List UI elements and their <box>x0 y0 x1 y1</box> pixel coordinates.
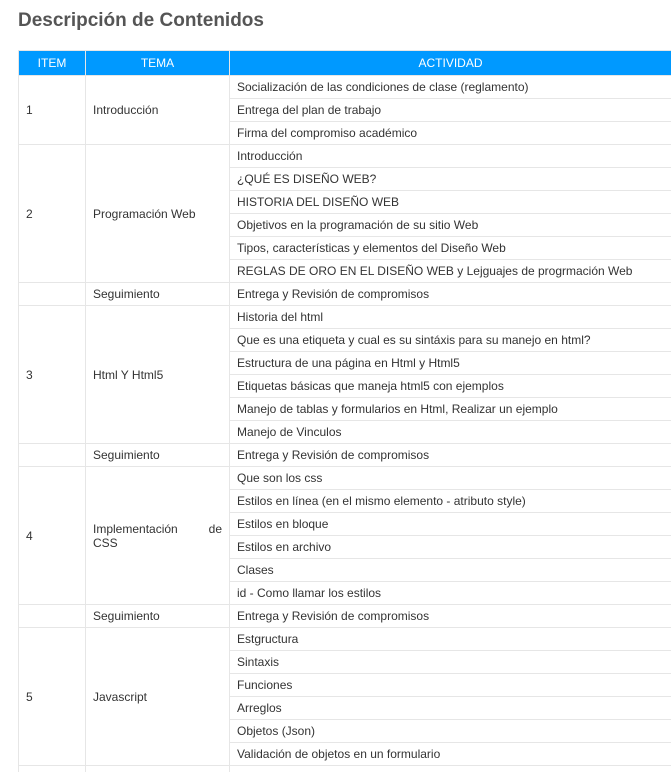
empty-cell <box>86 766 230 773</box>
item-cell <box>19 605 86 628</box>
actividad-cell: Sintaxis <box>230 651 671 674</box>
tema-cell: Introducción <box>86 76 230 145</box>
tema-cell: Html Y Html5 <box>86 306 230 444</box>
actividad-cell: Funciones <box>230 674 671 697</box>
empty-cell <box>230 766 671 773</box>
content-table <box>18 50 671 772</box>
table-row <box>19 76 671 99</box>
page-title: Descripción de Contenidos <box>18 10 264 31</box>
actividad-cell: Arreglos <box>230 697 671 720</box>
actividad-cell: Estgructura <box>230 628 671 651</box>
actividad-cell: Estilos en archivo <box>230 536 671 559</box>
item-cell: 4 <box>19 467 86 605</box>
table-body <box>19 76 671 773</box>
tema-cell: Programación Web <box>86 145 230 283</box>
item-cell: 3 <box>19 306 86 444</box>
item-cell: 1 <box>19 76 86 145</box>
table-row <box>19 145 671 168</box>
actividad-cell: Que es una etiqueta y cual es su sintáxis para su manejo en html? <box>230 329 671 352</box>
actividad-cell: Socialización de las condiciones de clase (reglamento) <box>230 76 671 99</box>
actividad-cell: Objetivos en la programación de su sitio Web <box>230 214 671 237</box>
actividad-cell: REGLAS DE ORO EN EL DISEÑO WEB y Lejguajes de progrmación Web <box>230 260 671 283</box>
actividad-cell: Tipos, características y elementos del Diseño Web <box>230 237 671 260</box>
actividad-cell: HISTORIA DEL DISEÑO WEB <box>230 191 671 214</box>
table-header-row <box>19 51 671 76</box>
actividad-cell: Firma del compromiso académico <box>230 122 671 145</box>
table-row <box>19 283 671 306</box>
actividad-cell: Entrega y Revisión de compromisos <box>230 283 671 306</box>
actividad-cell: Introducción <box>230 145 671 168</box>
header-item: ITEM <box>19 51 86 76</box>
tema-cell: Javascript <box>86 628 230 766</box>
tema-cell: Implementación de CSS <box>86 467 230 605</box>
actividad-cell: Manejo de Vinculos <box>230 421 671 444</box>
table-row <box>19 628 671 651</box>
tema-cell: Seguimiento <box>86 605 230 628</box>
header-actividad: ACTIVIDAD <box>230 51 671 76</box>
actividad-cell: Que son los css <box>230 467 671 490</box>
item-cell: 2 <box>19 145 86 283</box>
tema-cell: Seguimiento <box>86 444 230 467</box>
actividad-cell: Historia del html <box>230 306 671 329</box>
actividad-cell: Manejo de tablas y formularios en Html, Realizar un ejemplo <box>230 398 671 421</box>
actividad-cell: Estilos en bloque <box>230 513 671 536</box>
tema-cell: Seguimiento <box>86 283 230 306</box>
actividad-cell: Validación de objetos en un formulario <box>230 743 671 766</box>
table-row <box>19 766 671 773</box>
table-row <box>19 306 671 329</box>
actividad-cell: Estructura de una página en Html y Html5 <box>230 352 671 375</box>
table-row <box>19 605 671 628</box>
item-cell <box>19 283 86 306</box>
actividad-cell: Entrega y Revisión de compromisos <box>230 444 671 467</box>
actividad-cell: ¿QUÉ ES DISEÑO WEB? <box>230 168 671 191</box>
actividad-cell: id - Como llamar los estilos <box>230 582 671 605</box>
actividad-cell: Etiquetas básicas que maneja html5 con ejemplos <box>230 375 671 398</box>
actividad-cell: Objetos (Json) <box>230 720 671 743</box>
item-cell <box>19 444 86 467</box>
actividad-cell: Entrega del plan de trabajo <box>230 99 671 122</box>
item-cell: 5 <box>19 628 86 766</box>
actividad-cell: Entrega y Revisión de compromisos <box>230 605 671 628</box>
table-row <box>19 467 671 490</box>
table-row <box>19 444 671 467</box>
empty-cell <box>19 766 86 773</box>
header-tema: TEMA <box>86 51 230 76</box>
actividad-cell: Estilos en línea (en el mismo elemento - atributo style) <box>230 490 671 513</box>
actividad-cell: Clases <box>230 559 671 582</box>
